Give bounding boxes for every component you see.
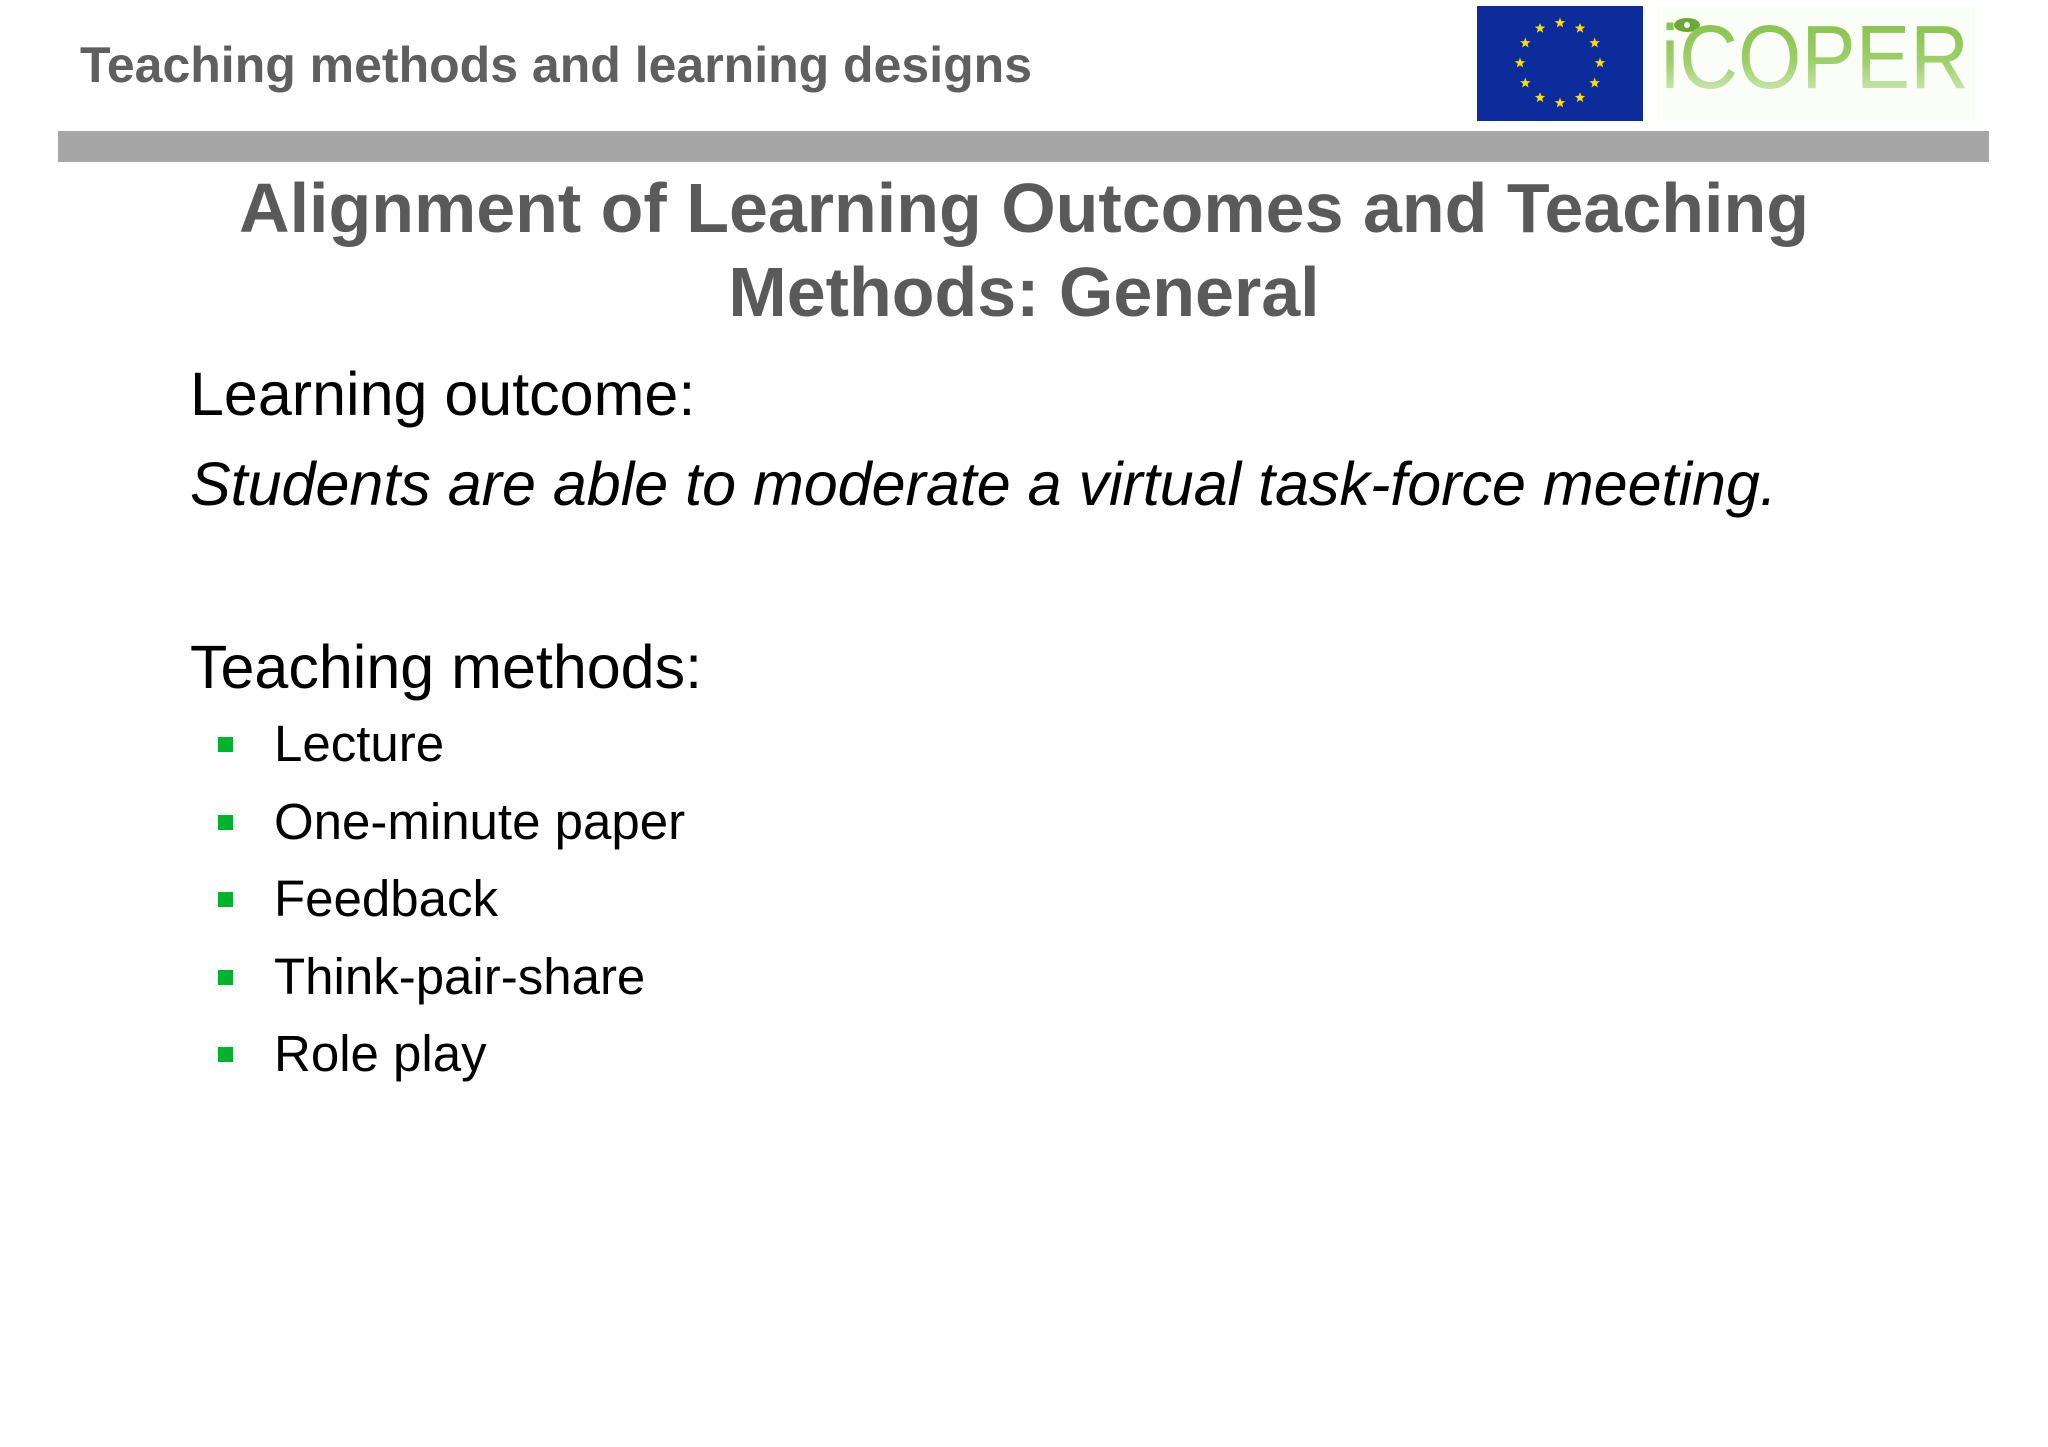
square-bullet-icon <box>218 737 233 752</box>
teaching-methods-label: Teaching methods: <box>190 633 703 701</box>
list-item <box>190 789 1990 867</box>
learning-outcome-text: Students are able to moderate a virtual task-force meeting. <box>190 450 1777 518</box>
teaching-methods-list <box>190 711 1990 1099</box>
method-label: One-minute paper <box>274 792 686 850</box>
method-label: Feedback <box>274 870 498 927</box>
eu-flag-icon <box>1477 6 1643 121</box>
square-bullet-icon <box>218 1047 233 1062</box>
header-title: Teaching methods and learning designs <box>80 37 1033 93</box>
slide-content <box>190 356 1990 1099</box>
method-label: Lecture <box>274 715 445 772</box>
icoper-logo <box>1657 6 1975 121</box>
method-label: Think-pair-share <box>274 947 646 1005</box>
list-item <box>190 1021 1990 1099</box>
list-item <box>190 711 1990 789</box>
learning-outcome-label: Learning outcome: <box>190 360 696 428</box>
square-bullet-icon <box>218 970 233 985</box>
square-bullet-icon <box>218 892 233 907</box>
icoper-logo-text: iCOPER <box>1661 8 1969 108</box>
header-divider-bar <box>58 131 1989 162</box>
list-item <box>190 866 1990 944</box>
method-label: Role play <box>274 1025 487 1082</box>
slide-title: Alignment of Learning Outcomes and Teaching Methods: General <box>239 169 1809 331</box>
square-bullet-icon <box>218 815 233 830</box>
list-item <box>190 944 1990 1022</box>
